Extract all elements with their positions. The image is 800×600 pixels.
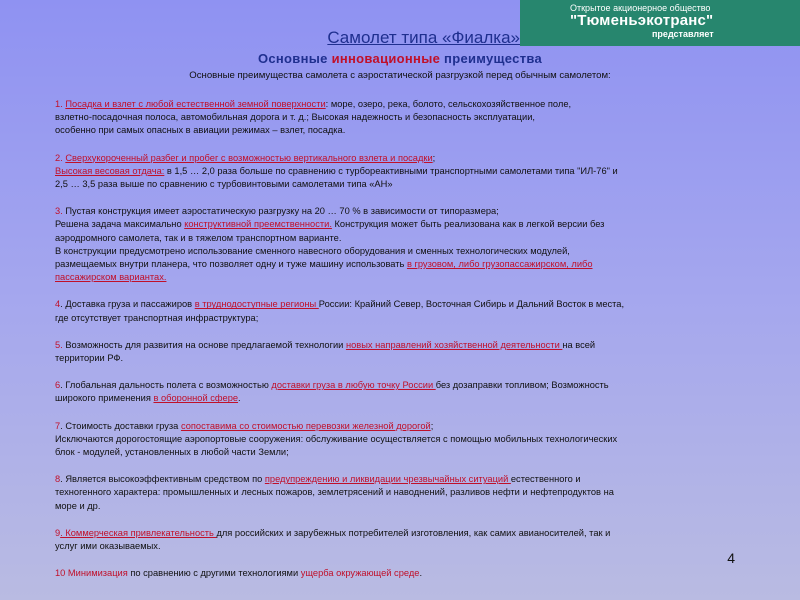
slide-subtitle [0, 51, 800, 66]
item-text: 2,5 … 3,5 раза выше по сравнению с турбовинтовыми самолетами типа «АН» [55, 179, 393, 190]
item-link[interactable]: в оборонной сфере [153, 393, 239, 404]
advantage-item-7 [55, 420, 745, 460]
subtitle-highlight: инновационные [331, 51, 441, 66]
advantage-item-5 [55, 339, 745, 365]
item-text: в 1,5 … 2,0 раза больше по сравнению с турбореактивными транспортными самолетами типа "ИЛ-76" и [164, 165, 618, 176]
item-text: ; [432, 152, 436, 163]
item-text: взлетно-посадочная полоса, автомобильная дорога и т. д.; Высокая надежность и безопасность эксплуатации, [55, 112, 535, 123]
item-number: 1. [55, 99, 66, 109]
item-link[interactable]: Высокая весовая отдача: [55, 165, 165, 176]
subtitle-part2: преимущества [440, 51, 543, 66]
item-number: 7 [55, 420, 61, 431]
logo-line1: Открытое акционерное общество [570, 3, 711, 13]
item-number: 10 [55, 568, 66, 579]
logo-company-name: "Тюменьэкотранс" [570, 12, 714, 29]
item-text: без дозаправки топливом; Возможность [435, 380, 609, 391]
advantages-list [55, 98, 745, 594]
item-text: . Глобальная дальность полета с возможностью [60, 380, 272, 391]
item-text: техногенного характера: промышленных и лесных пожаров, землетрясений и наводнений, разливов нефти и нефтепродуктов на [55, 487, 614, 498]
item-text: особенно при самых опасных в авиации режимах – взлет, посадка. [55, 125, 346, 136]
item-link[interactable]: доставки груза в любую точку России [271, 380, 436, 391]
item-text: Решена задача максимально [55, 219, 185, 230]
advantage-item-3 [55, 205, 745, 284]
item-number: 8 [55, 474, 61, 485]
item-text: . [419, 568, 423, 579]
advantage-item-6 [55, 379, 745, 405]
advantage-item-9 [55, 527, 745, 553]
item-text: на всей [562, 339, 596, 350]
advantage-item-2 [55, 152, 745, 192]
item-text: Возможность для развития на основе предлагаемой технологии [62, 339, 346, 350]
item-text: для российских и зарубежных потребителей изготовления, как самих авианосителей, так и [216, 527, 611, 538]
item-text: Конструкция может быть реализована как в легкой версии без [331, 219, 605, 230]
logo-presents: представляет [652, 29, 714, 39]
company-logo [520, 0, 800, 46]
item-text: широкого применения [55, 393, 154, 404]
item-number: 6 [55, 380, 61, 391]
item-text: : море, озеро, река, болото, сельскохозяйственное поле, [325, 99, 572, 109]
item-link[interactable]: в грузовом, либо грузопассажирском, либо [406, 259, 593, 270]
item-link[interactable]: пассажирском вариантах. [55, 272, 167, 283]
item-text: услуг ими оказываемых. [55, 541, 161, 552]
subtitle-part1: Основные [257, 51, 332, 66]
item-highlight: Минимизация [65, 568, 128, 579]
advantage-item-10 [55, 567, 745, 580]
item-text: Исключаются дорогостоящие аэропортовые сооружения: обслуживание осуществляется с помощью мобильных технологических [55, 433, 618, 444]
item-number: 3. [55, 206, 66, 217]
advantage-item-4 [55, 298, 745, 324]
item-text: России: Крайний Север, Восточная Сибирь и Дальний Восток в места, [318, 299, 625, 310]
item-text: блок - модулей, установленных в любой части Земли; [55, 447, 289, 458]
item-link[interactable]: Сверхукороченный разбег и пробег с возможностью вертикального взлета и посадки [65, 152, 433, 163]
item-text: территории РФ. [55, 353, 124, 364]
item-text: Пустая конструкция имеет аэростатическую разгрузку на 20 … 70 % в зависимости от типоразмера; [65, 206, 499, 217]
item-link[interactable]: предупреждению и ликвидации чрезвычайных ситуаций [264, 474, 511, 485]
item-link[interactable]: конструктивной преемственности. [184, 219, 332, 230]
item-text: . Является высокоэффективным средством по [60, 474, 265, 485]
item-number: 9 [55, 527, 61, 538]
advantage-item-8 [55, 473, 745, 513]
item-number: 5. [55, 339, 63, 350]
item-link[interactable]: новых направлений хозяйственной деятельности [345, 339, 563, 350]
item-text: . [238, 393, 241, 404]
item-link[interactable]: . Коммерческая привлекательность [60, 527, 217, 538]
item-text: естественного и [510, 474, 581, 485]
item-highlight: ущерба окружающей среде [300, 568, 420, 579]
item-text: ; [430, 420, 434, 431]
advantage-item-1 [55, 98, 745, 138]
item-link[interactable]: Посадка и взлет с любой естественной земной поверхности [65, 99, 326, 109]
item-text: В конструкции предусмотрено использование сменного навесного оборудования и сменных технологических модулей, [55, 245, 570, 256]
item-text: размещаемых внутри планера, что позволяет одну и туже машину использовать [55, 259, 407, 270]
item-number: 2. [55, 152, 66, 163]
page-number: 4 [727, 550, 735, 566]
item-link[interactable]: в труднодоступные регионы [194, 299, 319, 310]
intro-text: Основные преимущества самолета с аэростатической разгрузкой перед обычным самолетом: [189, 70, 611, 81]
item-text: . Доставка груза и пассажиров [60, 299, 195, 310]
item-number: 4 [55, 299, 61, 310]
item-text: . Стоимость доставки груза [60, 420, 181, 431]
item-text: аэродромного самолета, так и в тяжелом транспортном варианте. [55, 232, 342, 243]
item-text: море и др. [55, 500, 101, 511]
item-link[interactable]: сопоставима со стоимостью перевозки железной дорогой [180, 420, 431, 431]
item-text: где отсутствует транспортная инфраструктура; [55, 312, 259, 323]
slide-title[interactable]: Самолет типа «Фиалка» [327, 28, 520, 47]
item-text: по сравнению с другими технологиями [127, 568, 301, 579]
